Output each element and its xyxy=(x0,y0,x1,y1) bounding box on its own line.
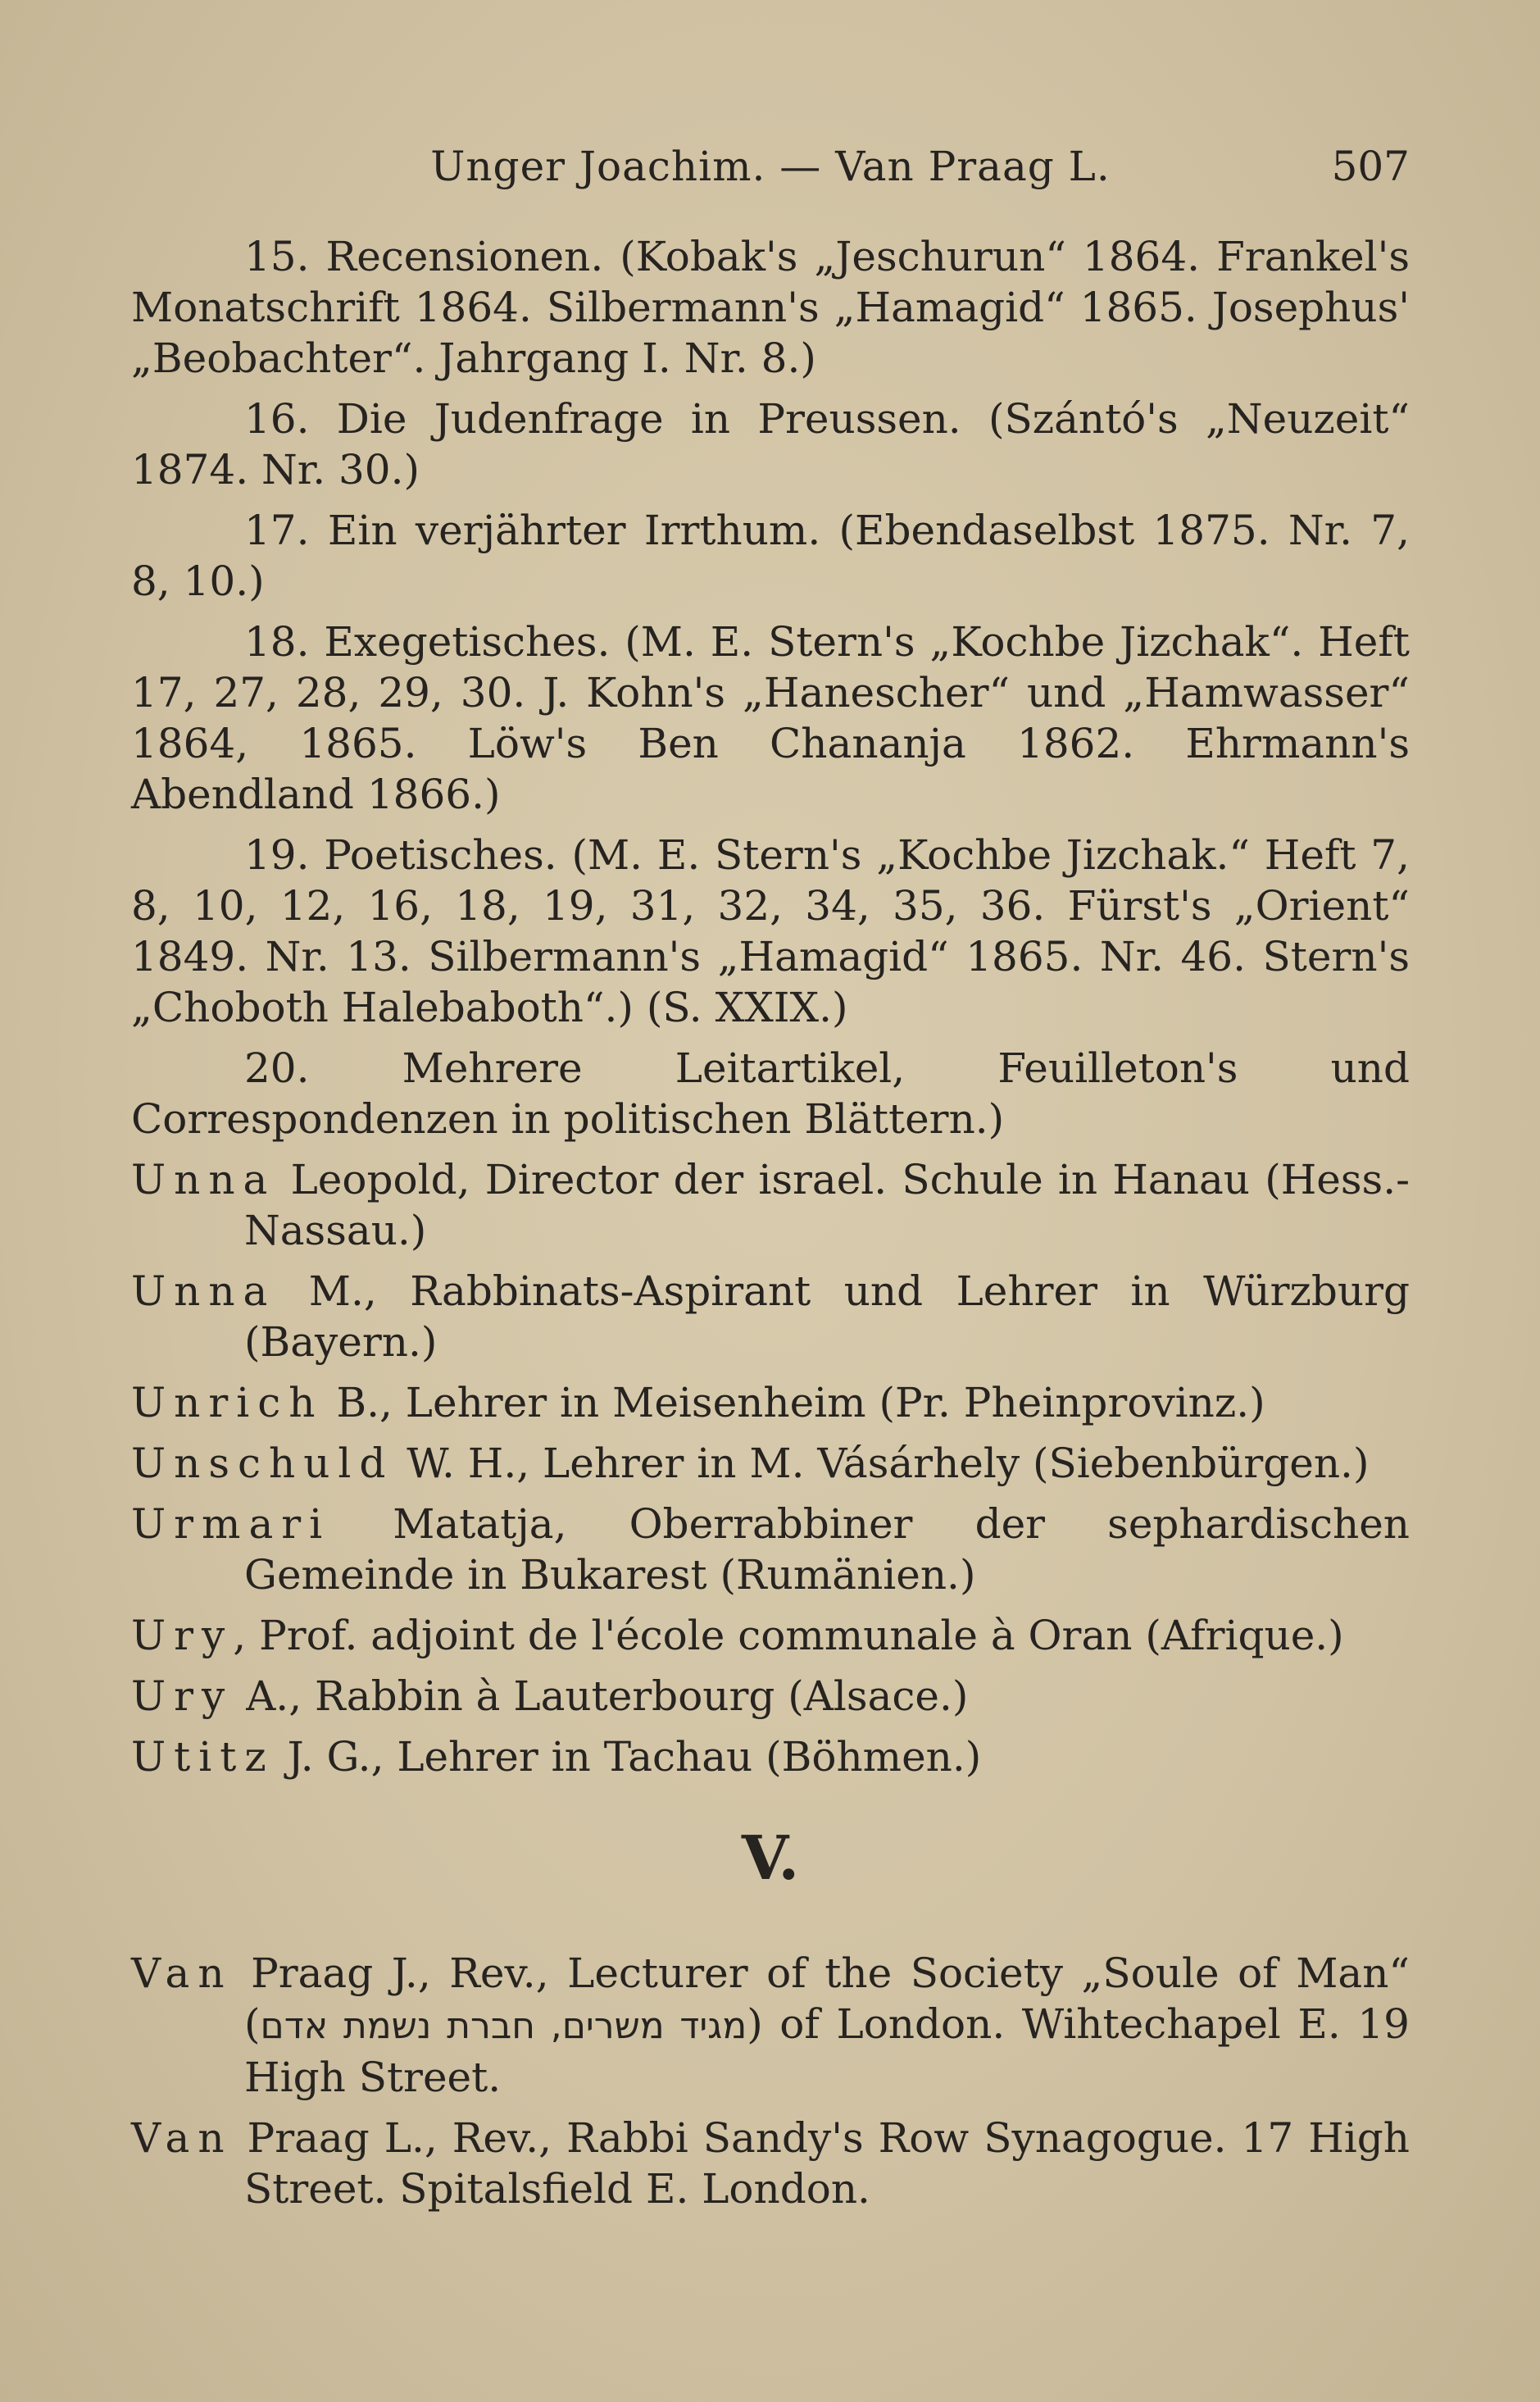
entry-surname: Unrich xyxy=(131,1379,324,1426)
publication-item-19: 19. Poetisches. (M. E. Stern's „Kochbe Jizchak.“ Heft 7, 8, 10, 12, 16, 18, 19, 31, 32, 34, 35, 36. Fürst's „Orient“ 1849. Nr. 13. Silbermann's „Hamagid“ 1865. Nr. 46. Stern's „Choboth Halebaboth“.) (S. XXIX.) xyxy=(131,831,1410,1031)
entry-surname: Ury xyxy=(131,1612,234,1659)
entry-details: B., Lehrer in Meisenheim (Pr. Pheinprovinz.) xyxy=(323,1379,1265,1426)
entry-details: W. H., Lehrer in M. Vásárhely (Siebenbürgen.) xyxy=(393,1440,1370,1487)
running-title: Unger Joachim. — Van Praag L. xyxy=(430,143,1111,190)
publication-item-18: 18. Exegetisches. (M. E. Stern's „Kochbe Jizchak“. Heft 17, 27, 28, 29, 30. J. Kohn's „Hanescher“ und „Hamwasser“ 1864, 1865. Löw's Ben Chananja 1862. Ehrmann's Abendland 1866.) xyxy=(131,618,1410,818)
entry-surname: Van xyxy=(131,2114,233,2162)
entry-details: Leopold, Director der israel. Schule in Hanau (Hess.-Nassau.) xyxy=(244,1156,1410,1254)
directory-entry xyxy=(131,1154,1410,1256)
section-heading-v: V. xyxy=(741,1823,800,1894)
entry-surname: Unna xyxy=(131,1156,276,1203)
entry-surname: Unschuld xyxy=(131,1440,394,1487)
entry-surname: Urmari xyxy=(131,1500,331,1548)
entry-details: M., Rabbinats-Aspirant und Lehrer in Würzburg (Bayern.) xyxy=(244,1267,1410,1366)
entry-details: J. G., Lehrer in Tachau (Böhmen.) xyxy=(274,1733,982,1781)
entry-details: Matatja, Oberrabbiner der sephardischen Gemeinde in Bukarest (Rumänien.) xyxy=(244,1500,1410,1599)
directory-entry xyxy=(131,1266,1410,1367)
publication-item-20: 20. Mehrere Leitartikel, Feuilleton's und Correspondenzen in politischen Blättern.) xyxy=(131,1044,1410,1143)
directory-entry xyxy=(131,1948,1410,2103)
page-header xyxy=(131,138,1410,195)
directory-entry xyxy=(131,1671,1410,1722)
entry-surname: Ury xyxy=(131,1672,234,1720)
entry-surname: Van xyxy=(131,1949,233,1997)
directory-entry xyxy=(131,2113,1410,2214)
entry-details: Praag L., Rev., Rabbi Sandy's Row Synagogue. 17 High Street. Spitalsfield E. London. xyxy=(232,2114,1410,2213)
publication-item-17: 17. Ein verjährter Irrthum. (Ebendaselbst 1875. Nr. 7, 8, 10.) xyxy=(131,507,1410,605)
entry-details: , Prof. adjoint de l'école communale à Oran (Afrique.) xyxy=(233,1612,1344,1659)
entry-details: A., Rabbin à Lauterbourg (Alsace.) xyxy=(233,1672,969,1720)
page-number: 507 xyxy=(1331,143,1410,190)
directory-entry xyxy=(131,1377,1410,1428)
directory-entry xyxy=(131,1731,1410,1782)
entry-surname: Utitz xyxy=(131,1733,275,1781)
directory-entry xyxy=(131,1438,1410,1489)
publication-item-15: 15. Recensionen. (Kobak's „Jeschurun“ 1864. Frankel's Monatschrift 1864. Silbermann's „Hamagid“ 1865. Josephus' „Beobachter“. Jahrgang I. Nr. 8.) xyxy=(131,233,1410,382)
entry-surname: Unna xyxy=(131,1267,276,1315)
entry-details-continued: ) of London. Wihtechapel E. 19 High Street. xyxy=(244,2000,1410,2101)
directory-entry xyxy=(131,1610,1410,1661)
entry-details: Praag J., Rev., Lecturer of the Society „Soule of Man“ ( xyxy=(232,1949,1410,2048)
publication-item-16: 16. Die Judenfrage in Preussen. (Szántó's „Neuzeit“ 1874. Nr. 30.) xyxy=(131,395,1410,494)
hebrew-society-name: מגיד משרים, חברת נשמת אדם xyxy=(260,2005,747,2047)
directory-entry xyxy=(131,1499,1410,1600)
page-body xyxy=(131,231,1410,2224)
